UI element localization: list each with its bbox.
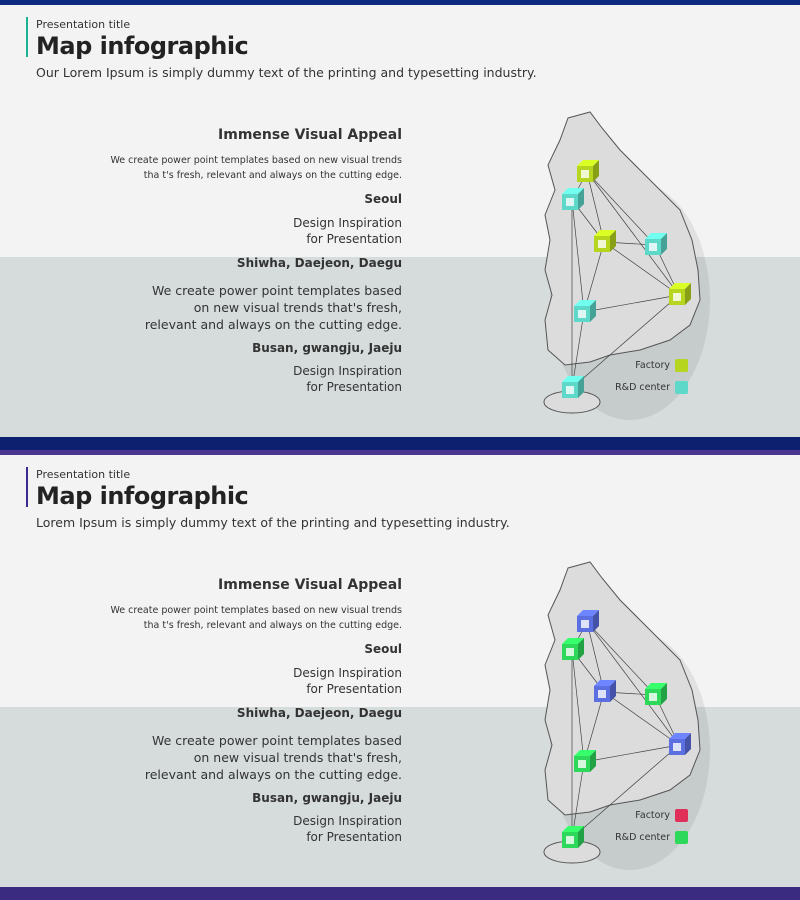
busan-heading: Busan, gwangju, Jaeju <box>252 791 402 805</box>
legend-factory-label: Factory <box>635 360 670 371</box>
rd-center-marker-icon[interactable] <box>574 750 596 772</box>
shiwha-text: We create power point templates based on new visual trends that's fresh, relevant and always on the cutting edge. <box>144 733 402 782</box>
legend-rd <box>615 381 688 394</box>
legend-factory <box>635 359 688 372</box>
legend-factory <box>635 809 688 822</box>
seoul-text: Design Inspiration for Presentation <box>293 666 402 696</box>
factory-marker-icon[interactable] <box>594 680 616 702</box>
page-title: Map infographic <box>36 32 249 60</box>
shiwha-heading: Shiwha, Daejeon, Daegu <box>236 256 402 270</box>
rd-cube-icon <box>675 831 688 844</box>
section-heading: Immense Visual Appeal <box>218 577 402 593</box>
rd-center-marker-icon[interactable] <box>574 300 596 322</box>
legend-rd-label: R&D center <box>615 832 670 843</box>
rd-center-marker-icon[interactable] <box>645 233 667 255</box>
legend-factory-label: Factory <box>635 810 670 821</box>
factory-cube-icon <box>675 359 688 372</box>
page-title: Map infographic <box>36 482 249 510</box>
intro-text: We create power point templates based on new visual trends tha t's fresh, relevant and always on the cutting edge. <box>110 605 402 631</box>
busan-text: Design Inspiration for Presentation <box>293 814 402 844</box>
busan-text: Design Inspiration for Presentation <box>293 364 402 394</box>
subtitle: Our Lorem Ipsum is simply dummy text of the printing and typesetting industry. <box>36 65 537 80</box>
legend-rd-label: R&D center <box>615 382 670 393</box>
factory-marker-icon[interactable] <box>669 733 691 755</box>
rd-center-marker-icon[interactable] <box>562 188 584 210</box>
seoul-heading: Seoul <box>364 192 402 206</box>
rd-center-marker-icon[interactable] <box>562 826 584 848</box>
seoul-heading: Seoul <box>364 642 402 656</box>
rd-cube-icon <box>675 381 688 394</box>
rd-center-marker-icon[interactable] <box>562 376 584 398</box>
shiwha-heading: Shiwha, Daejeon, Daegu <box>236 706 402 720</box>
shiwha-text: We create power point templates based on new visual trends that's fresh, relevant and always on the cutting edge. <box>144 283 402 332</box>
legend-rd <box>615 831 688 844</box>
intro-text: We create power point templates based on new visual trends tha t's fresh, relevant and always on the cutting edge. <box>110 155 402 181</box>
factory-marker-icon[interactable] <box>669 283 691 305</box>
seoul-text: Design Inspiration for Presentation <box>293 216 402 246</box>
section-heading: Immense Visual Appeal <box>218 127 402 143</box>
busan-heading: Busan, gwangju, Jaeju <box>252 341 402 355</box>
factory-marker-icon[interactable] <box>594 230 616 252</box>
presentation-title: Presentation title <box>36 468 131 481</box>
rd-center-marker-icon[interactable] <box>645 683 667 705</box>
rd-center-marker-icon[interactable] <box>562 638 584 660</box>
factory-marker-icon[interactable] <box>577 160 599 182</box>
subtitle: Lorem Ipsum is simply dummy text of the printing and typesetting industry. <box>36 515 510 530</box>
factory-marker-icon[interactable] <box>577 610 599 632</box>
presentation-title: Presentation title <box>36 18 131 31</box>
factory-cube-icon <box>675 809 688 822</box>
slide <box>0 450 800 900</box>
